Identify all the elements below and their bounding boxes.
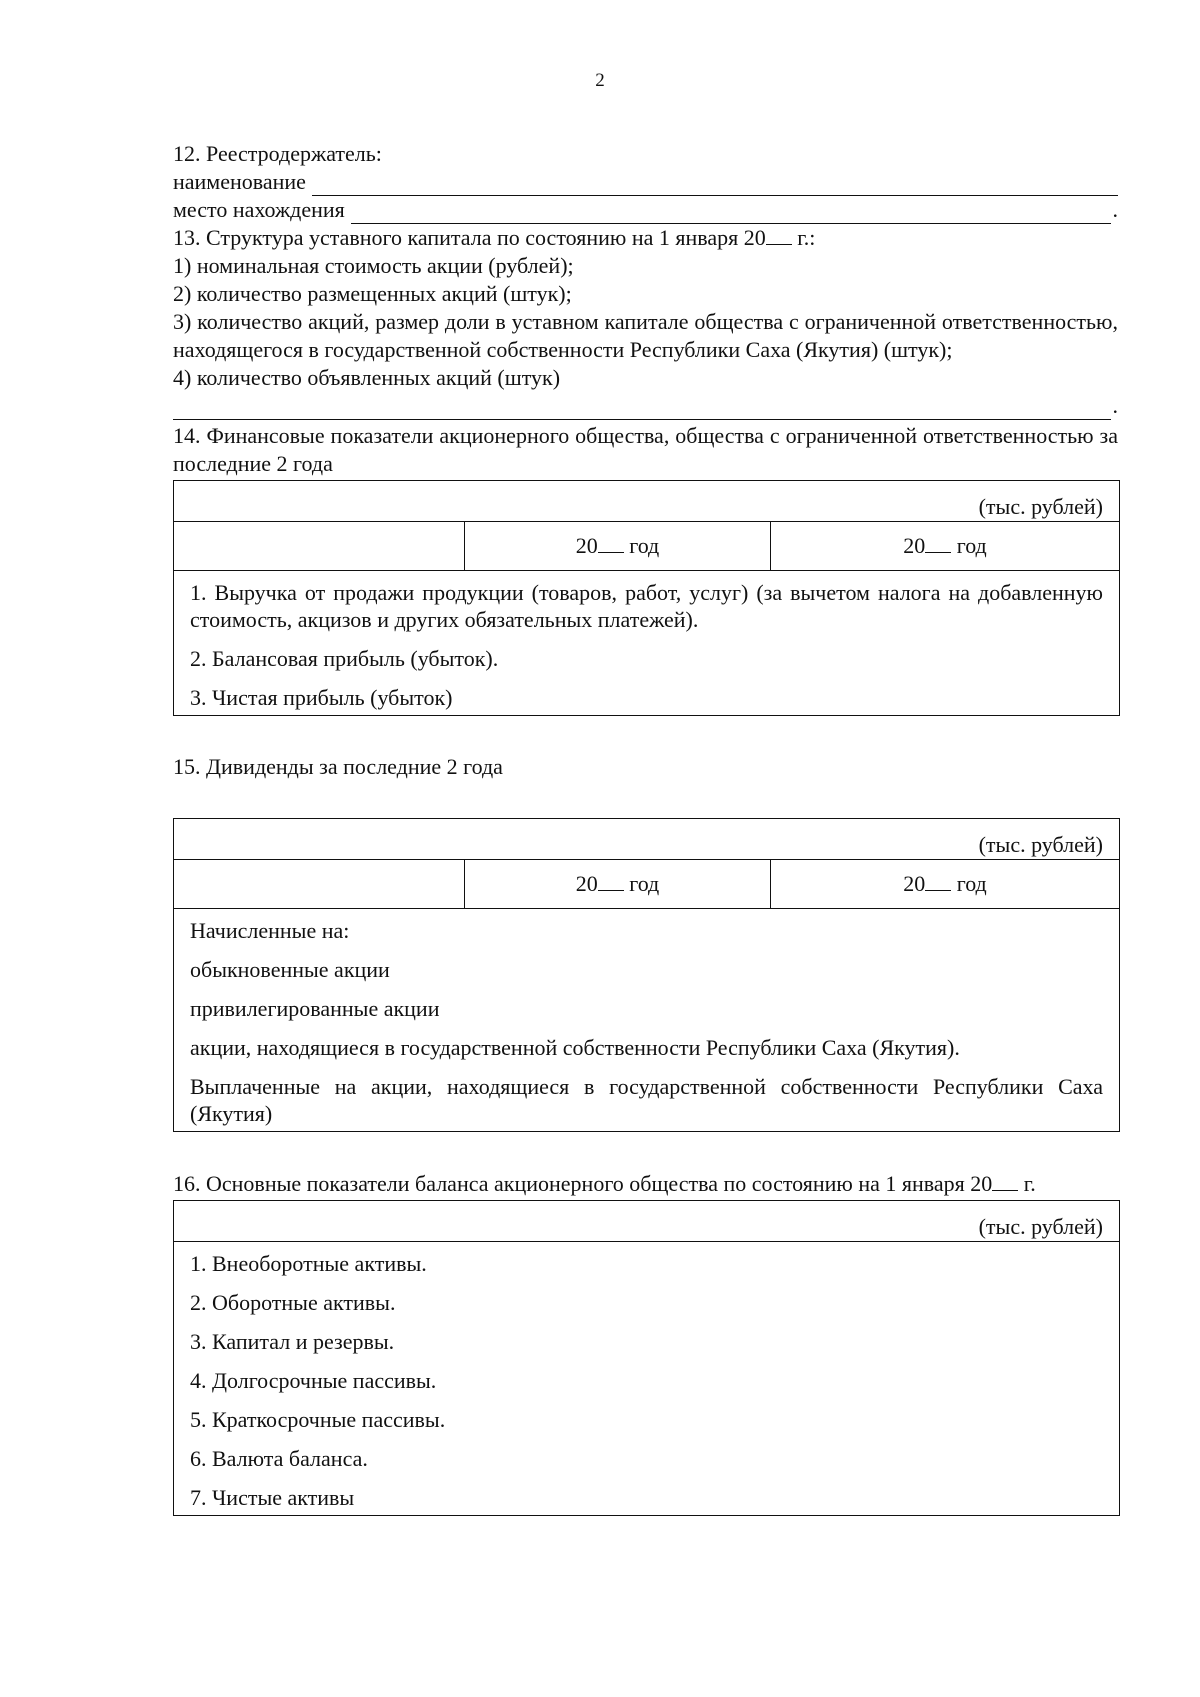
balance-items	[174, 1242, 1120, 1516]
table-row: 2. Оборотные активы.	[190, 1290, 396, 1315]
indicator-header-cell	[174, 860, 465, 909]
table-row: обыкновенные акции	[190, 957, 390, 982]
balance-indicators-table	[173, 1200, 1120, 1516]
s13-item: 3) количество акций, размер доли в уставном капитале общества с ограниченной ответственностью, находящегося в государственной собственности Республики Саха (Якутия) (штук);	[173, 309, 1118, 362]
document-body	[173, 140, 1118, 1516]
table-row: 4. Долгосрочные пассивы.	[190, 1368, 437, 1393]
year-header-cell: 20 год	[465, 522, 771, 571]
year-blank	[992, 1172, 1018, 1191]
table-row: 6. Валюта баланса.	[190, 1446, 368, 1471]
table-row: 5. Краткосрочные пассивы.	[190, 1407, 446, 1432]
registrar-name-label: наименование	[173, 169, 306, 194]
dividends-table	[173, 818, 1120, 1132]
declared-shares-blank-row: .	[173, 392, 1118, 420]
table-row: Выплаченные на акции, находящиеся в государственной собственности Республики Саха (Якутия)	[190, 1074, 1103, 1126]
registrar-name-blank	[312, 175, 1118, 196]
table-row: 3. Капитал и резервы.	[190, 1329, 395, 1354]
section-16-title: 16. Основные показатели баланса акционерного общества по состоянию на 1 января 20 г.	[173, 1171, 1036, 1196]
year-header-cell: 20 год	[771, 860, 1120, 909]
year-header-cell: 20 год	[771, 522, 1120, 571]
declared-shares-blank	[173, 399, 1111, 420]
table-row: акции, находящиеся в государственной собственности Республики Саха (Якутия).	[190, 1035, 960, 1060]
table-row: 7. Чистые активы	[190, 1485, 355, 1510]
table-row: 1. Внеоборотные активы.	[190, 1251, 427, 1276]
unit-label: (тыс. рублей)	[174, 481, 1120, 522]
registrar-location-label: место нахождения	[173, 197, 345, 222]
s13-item: 4) количество объявленных акций (штук)	[173, 365, 561, 390]
table-row: 3. Чистая прибыль (убыток)	[190, 685, 453, 710]
table-row: 2. Балансовая прибыль (убыток).	[190, 646, 499, 671]
table-row: 1. Выручка от продажи продукции (товаров, работ, услуг) (за вычетом налога на добавленную стоимость, акцизов и других обязательных платежей).	[190, 580, 1103, 632]
indicator-header-cell	[174, 522, 465, 571]
section-12-title: 12. Реестродержатель:	[173, 141, 382, 166]
registrar-location-blank	[351, 203, 1111, 224]
registrar-location-field: место нахождения .	[173, 197, 1118, 222]
year-header-cell: 20 год	[465, 860, 771, 909]
registrar-name-field	[173, 168, 1118, 196]
table-row: привилегированные акции	[190, 996, 440, 1021]
s13-item: 2) количество размещенных акций (штук);	[173, 281, 572, 306]
s13-item: 1) номинальная стоимость акции (рублей);	[173, 253, 574, 278]
dividend-items	[174, 909, 1120, 1132]
section-13-title: 13. Структура уставного капитала по состоянию на 1 января 20 г.:	[173, 225, 816, 250]
year-blank	[766, 226, 792, 245]
page-number: 2	[595, 70, 605, 91]
financial-items	[174, 571, 1120, 716]
unit-label: (тыс. рублей)	[174, 819, 1120, 860]
financial-indicators-table	[173, 480, 1120, 716]
section-15-title: 15. Дивиденды за последние 2 года	[173, 754, 503, 779]
unit-label: (тыс. рублей)	[174, 1201, 1120, 1242]
table-row: Начисленные на:	[190, 918, 350, 943]
section-14-title: 14. Финансовые показатели акционерного общества, общества с ограниченной ответственностью за последние 2 года	[173, 423, 1118, 476]
